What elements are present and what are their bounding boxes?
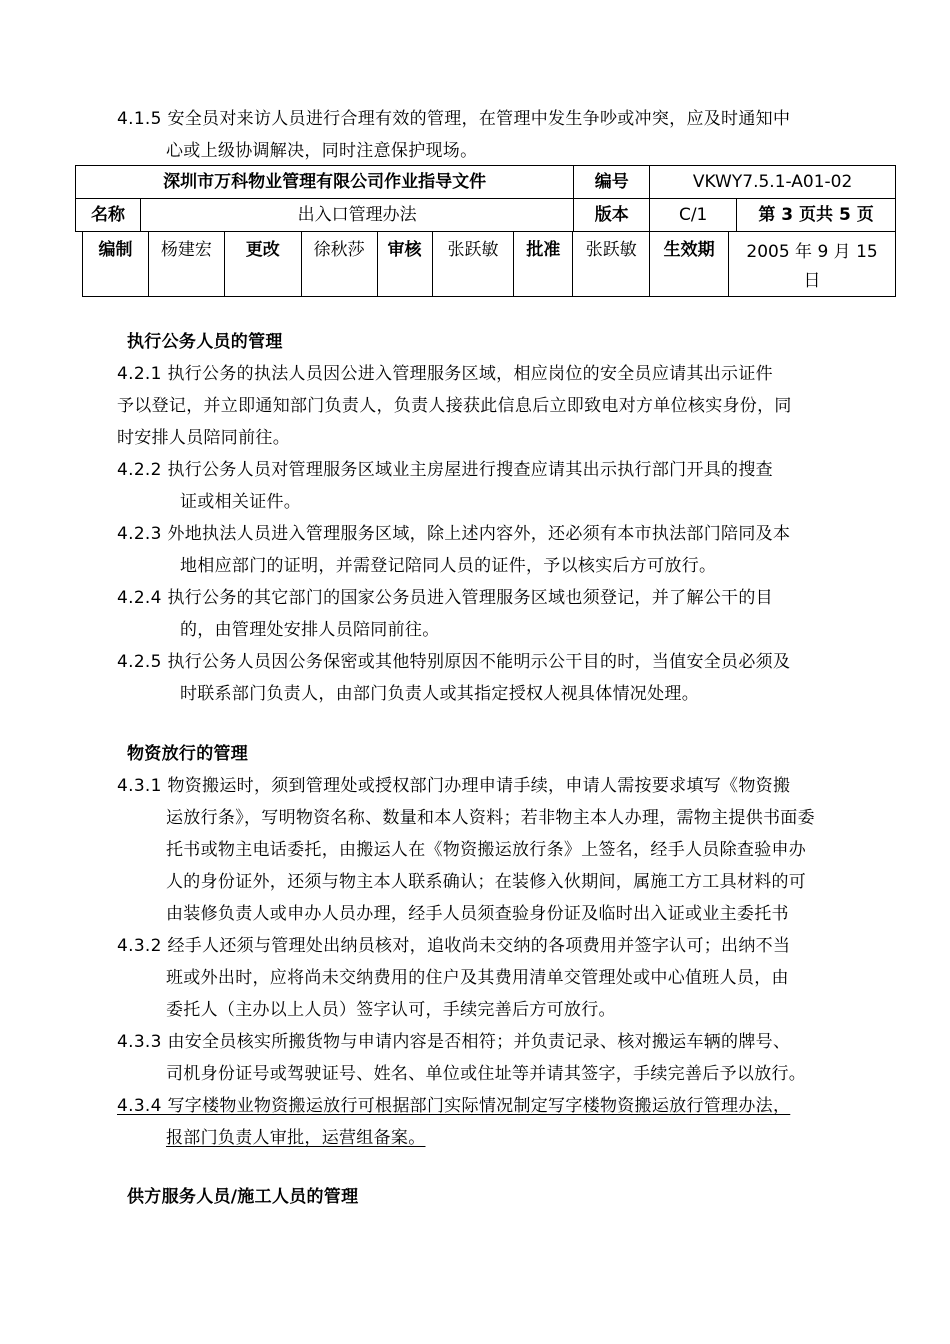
section-4-3-heading: 物资放行的管理 (127, 744, 249, 764)
version-label: 版本 (574, 199, 650, 232)
document-header-table (75, 165, 896, 232)
code-label: 编号 (574, 166, 650, 199)
section-4-2-heading: 执行公务人员的管理 (127, 332, 283, 352)
effective-date-line1: 2005 年 9 月 15 (746, 242, 878, 262)
review-value: 张跃敏 (432, 232, 514, 297)
version-value: C/1 (650, 199, 737, 232)
clause-4-2-4-line2: 的，由管理处安排人员陪同前往。 (180, 620, 440, 640)
clause-4-2-4-line1: 4.2.4 执行公务的其它部门的国家公务员进入管理服务区域也须登记，并了解公干的目 (117, 588, 773, 608)
approval-table (82, 231, 896, 297)
clause-4-3-1-line5: 由装修负责人或申办人员办理，经手人员须查验身份证及临时出入证或业主委托书 (166, 904, 789, 924)
compile-label: 编制 (83, 232, 149, 297)
clause-4-1-5-line1: 4.1.5 安全员对来访人员进行合理有效的管理，在管理中发生争吵或冲突，应及时通知中 (117, 109, 791, 129)
clause-4-2-5-line1: 4.2.5 执行公务人员因公务保密或其他特别原因不能明示公干目的时，当值安全员必须及 (117, 652, 791, 672)
company-title: 深圳市万科物业管理有限公司作业指导文件 (76, 166, 574, 199)
page-info: 第 3 页共 5 页 (737, 199, 896, 232)
clause-4-3-2-line1: 4.3.2 经手人还须与管理处出纳员核对，追收尚未交纳的各项费用并签字认可；出纳不当 (117, 936, 791, 956)
change-label: 更改 (224, 232, 301, 297)
effective-date-line2: 日 (803, 271, 821, 291)
clause-4-3-4-line2: 报部门负责人审批，运营组备案。 (166, 1128, 426, 1148)
clause-4-3-1-line2: 运放行条》，写明物资名称、数量和本人资料；若非物主本人办理，需物主提供书面委 (166, 808, 815, 828)
change-value: 徐秋莎 (301, 232, 377, 297)
clause-4-3-3-line1: 4.3.3 由安全员核实所搬货物与申请内容是否相符；并负责记录、核对搬运车辆的牌号、 (117, 1032, 791, 1052)
effective-date (729, 232, 896, 297)
clause-4-3-3-line2: 司机身份证号或驾驶证号、姓名、单位或住址等并请其签字，手续完善后予以放行。 (166, 1064, 807, 1084)
review-label: 审核 (377, 232, 432, 297)
clause-4-2-2-line1: 4.2.2 执行公务人员对管理服务区域业主房屋进行搜查应请其出示执行部门开具的搜查 (117, 460, 773, 480)
clause-4-3-4-line1: 4.3.4 写字楼物业物资搬运放行可根据部门实际情况制定写字楼物资搬运放行管理办法， (117, 1096, 791, 1116)
name-value: 出入口管理办法 (140, 199, 573, 232)
clause-4-3-2-line2: 班或外出时，应将尚未交纳费用的住户及其费用清单交管理处或中心值班人员，由 (166, 968, 789, 988)
approve-value: 张跃敏 (573, 232, 650, 297)
clause-4-2-1-line1: 4.2.1 执行公务的执法人员因公进入管理服务区域，相应岗位的安全员应请其出示证件 (117, 364, 773, 384)
clause-4-2-1-line2: 予以登记，并立即通知部门负责人，负责人接获此信息后立即致电对方单位核实身份，同 (117, 396, 792, 416)
name-label: 名称 (76, 199, 141, 232)
code-value: VKWY7.5.1-A01-02 (650, 166, 896, 199)
clause-4-2-5-line2: 时联系部门负责人，由部门负责人或其指定授权人视具体情况处理。 (180, 684, 699, 704)
clause-4-2-1-line3: 时安排人员陪同前往。 (117, 428, 290, 448)
clause-4-3-1-line4: 人的身份证外，还须与物主本人联系确认；在装修入伙期间，属施工方工具材料的可 (166, 872, 807, 892)
clause-4-3-1-line3: 托书或物主电话委托，由搬运人在《物资搬运放行条》上签名，经手人员除查验申办 (166, 840, 807, 860)
clause-4-1-5-line2: 心或上级协调解决，同时注意保护现场。 (166, 141, 478, 161)
approve-label: 批准 (514, 232, 573, 297)
clause-4-2-2-line2: 证或相关证件。 (180, 492, 302, 512)
section-4-4-heading: 供方服务人员/施工人员的管理 (127, 1187, 359, 1207)
effective-label: 生效期 (650, 232, 729, 297)
clause-4-2-3-line1: 4.2.3 外地执法人员进入管理服务区域，除上述内容外，还必须有本市执法部门陪同及本 (117, 524, 791, 544)
clause-4-3-2-line3: 委托人（主办以上人员）签字认可，手续完善后方可放行。 (166, 1000, 616, 1020)
clause-4-2-3-line2: 地相应部门的证明，并需登记陪同人员的证件，予以核实后方可放行。 (180, 556, 717, 576)
clause-4-3-1-line1: 4.3.1 物资搬运时，须到管理处或授权部门办理申请手续，申请人需按要求填写《物资搬 (117, 776, 791, 796)
compile-value: 杨建宏 (148, 232, 224, 297)
